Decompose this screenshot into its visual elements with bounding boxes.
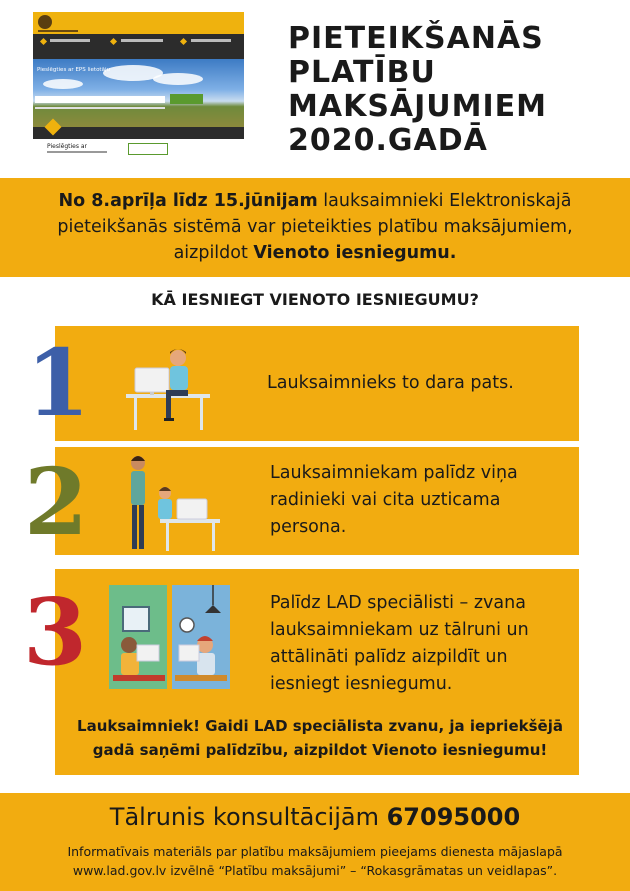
step-text-1: Lauksaimnieks to dara pats. <box>267 373 514 393</box>
step-number-3: 3 <box>23 578 88 686</box>
eps-hero-title: Pieslēgties ar EPS lietotāju <box>37 67 110 73</box>
eps-screenshot-image <box>33 12 244 158</box>
phone-number: 67095000 <box>386 803 521 831</box>
eps-login-button <box>128 143 168 155</box>
eps-hero-image <box>33 59 244 127</box>
eps-login-field <box>35 96 165 103</box>
step-text-2: Lauksaimniekam palīdz viņa radinieki vai cita uzticama persona. <box>270 463 518 537</box>
title-line: PIETEIKŠANĀS <box>288 21 544 56</box>
lad-specialists-illustration <box>109 583 235 693</box>
footer-info: Informatīvais materiāls par platību maksājumiem pieejams dienesta mājaslapā www.lad.gov.lv izvēlnē “Platību maksājumi” – “Rokasgrāmatas un veidlapas”. <box>67 844 563 878</box>
title-line: 2020.GADĀ <box>288 123 488 158</box>
step-text-3: Palīdz LAD speciālisti – zvana lauksaimniekam uz tālruni un attālināti palīdz aizpildīt un iesniegt iesniegumu. <box>270 593 529 694</box>
callout-note: Lauksaimniek! Gaidi LAD speciālista zvanu, ja iepriekšējā gadā saņēmi palīdzību, aizpildot Vienoto iesniegumu! <box>77 717 563 759</box>
title-line: MAKSĀJUMIEM <box>288 89 548 124</box>
title-line: PLATĪBU <box>288 55 436 90</box>
eps-login-go-button <box>170 94 203 104</box>
intro-band <box>0 178 630 277</box>
step-number-2: 2 <box>24 448 89 556</box>
person-at-computer-illustration <box>120 342 215 432</box>
eps-login-label: Pieslēgties ar <box>47 143 88 150</box>
phone-line: Tālrunis konsultācijām 67095000 <box>109 803 521 831</box>
helpers-illustration <box>122 451 222 553</box>
page-title <box>288 22 618 158</box>
intro-text: No 8.aprīļa līdz 15.jūnijam lauksaimnieki Elektroniskajā pieteikšanās sistēmā var pieteikties platību maksājumiem, aizpildot Vienoto iesniegumu. <box>57 191 573 263</box>
step-number-1: 1 <box>26 329 91 437</box>
lad-logo-icon <box>38 15 52 29</box>
eps-nav-bar <box>33 34 244 59</box>
section-heading: KĀ IESNIEGT VIENOTO IESNIEGUMU? <box>151 290 479 309</box>
